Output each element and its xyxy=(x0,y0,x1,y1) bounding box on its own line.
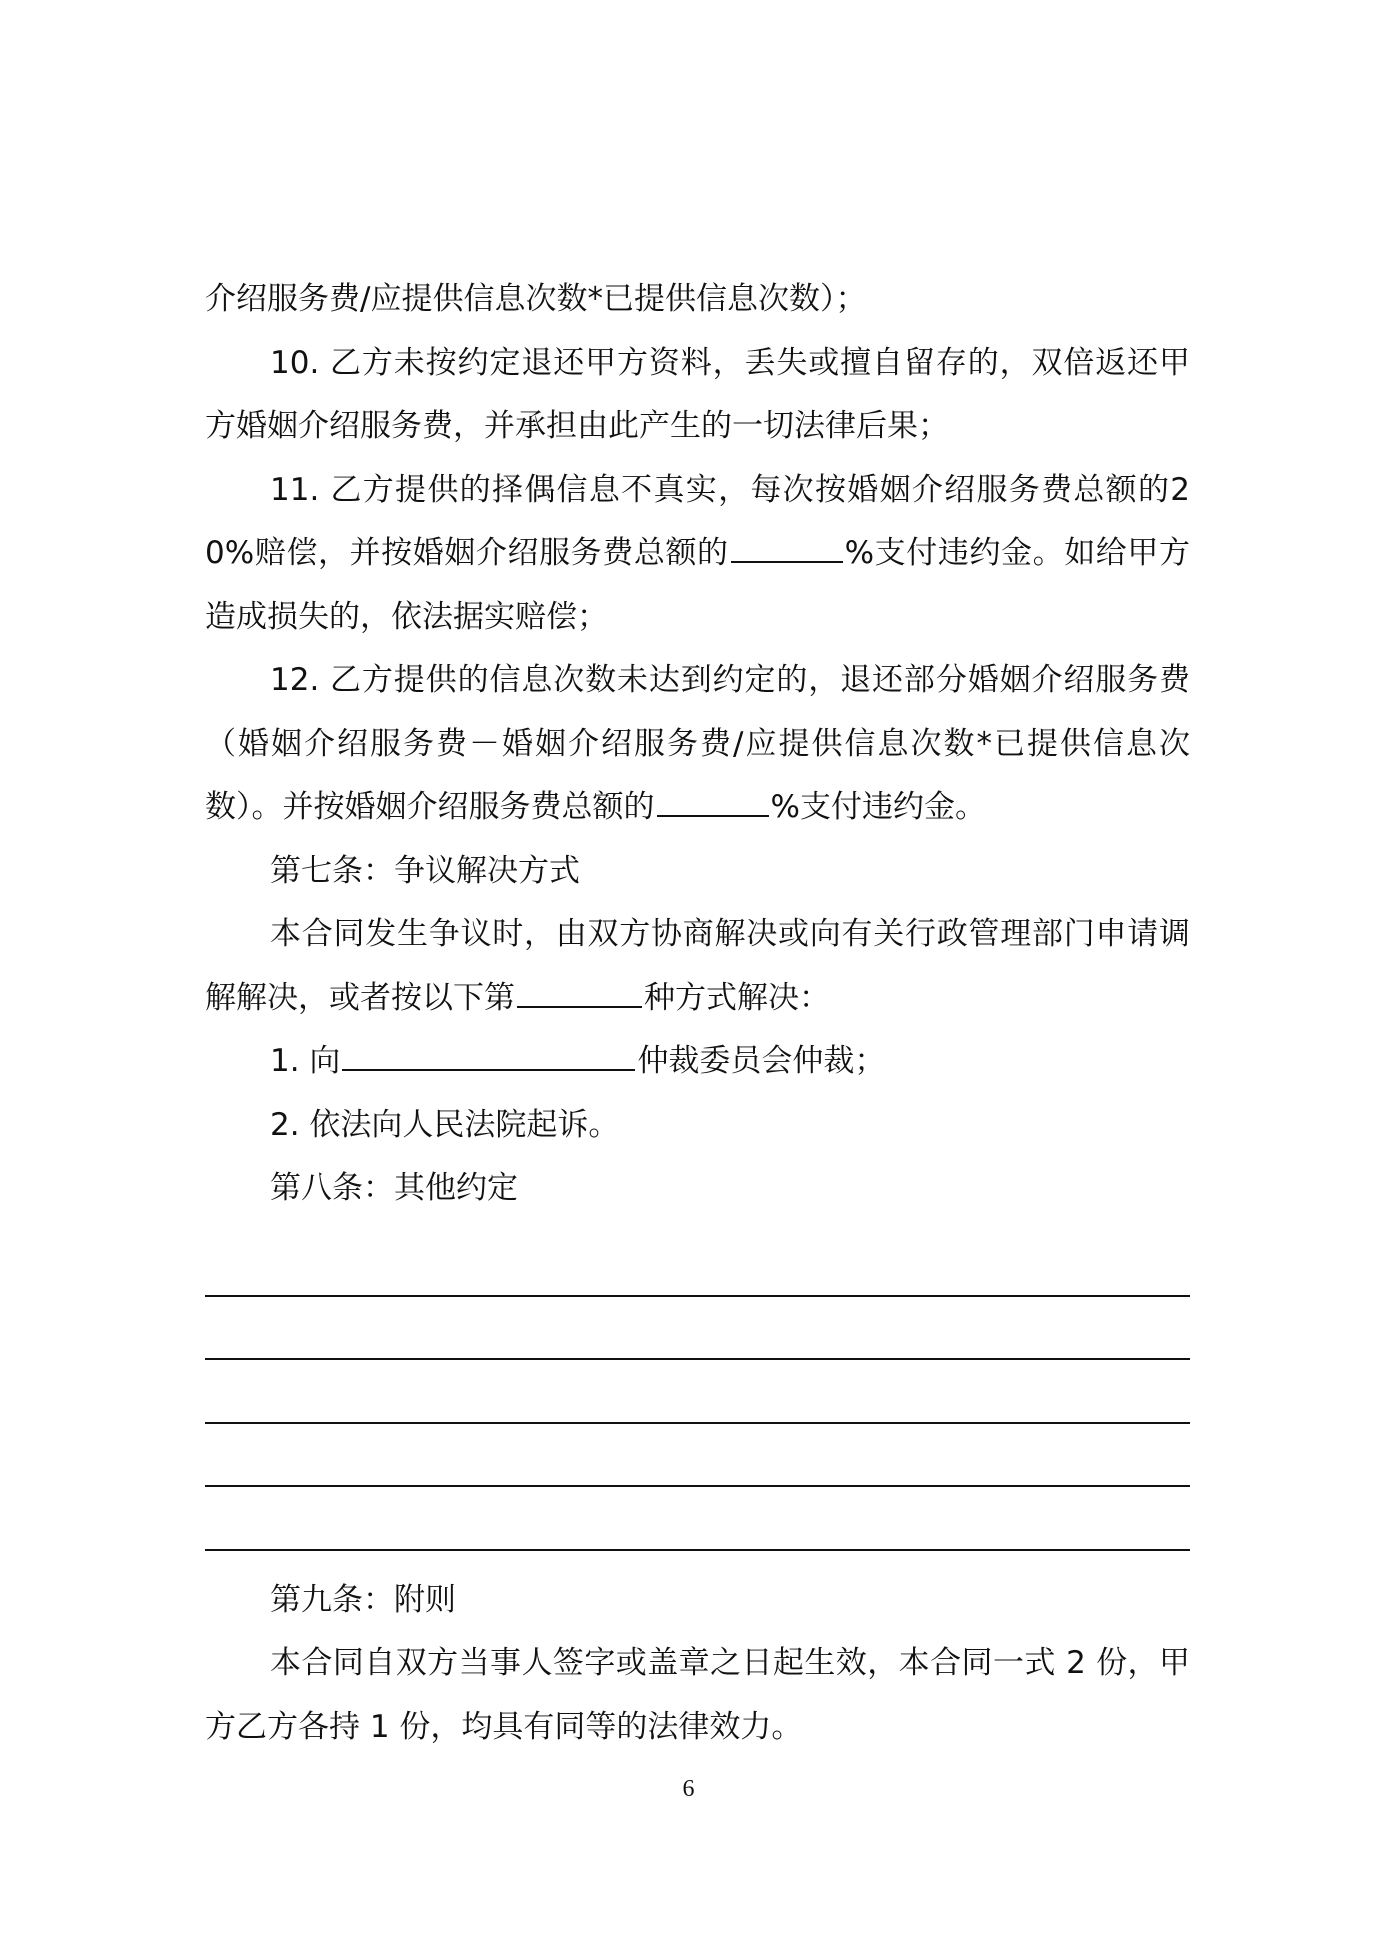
clause-11-text-b: %支付违约金。如给甲方造成损失的，依法据实赔偿； xyxy=(205,535,1190,635)
article-7-text-b: 种方式解决： xyxy=(644,979,830,1016)
article-9-body: 本合同自双方当事人签字或盖章之日起生效，本合同一式 2 份，甲方乙方各持 1 份，均具有同等的法律效力。 xyxy=(205,1645,1190,1745)
penalty-rate-blank-2[interactable] xyxy=(657,782,769,817)
clause-11-text-a: 11. 乙方提供的择偶信息不真实，每次按婚姻介绍服务费总额的20%赔偿，并按婚姻介绍服务费总额的 xyxy=(205,471,1190,571)
article-8-title: 第八条：其他约定 xyxy=(270,1170,518,1206)
article-7-text-a: 本合同发生争议时，由双方协商解决或向有关行政管理部门申请调解解决，或者按以下第 xyxy=(205,916,1190,1016)
clause-12 xyxy=(205,649,1190,840)
document-body xyxy=(205,268,1190,1759)
option-2: 2. 依法向人民法院起诉。 xyxy=(270,1106,620,1143)
fill-line[interactable] xyxy=(205,1247,1190,1297)
fill-line[interactable] xyxy=(205,1360,1190,1424)
clause-11 xyxy=(205,459,1190,650)
page-number: 6 xyxy=(682,1776,695,1802)
option-1 xyxy=(205,1030,1190,1094)
option-1-text-a: 1. 向 xyxy=(270,1043,341,1079)
article-7-title: 第七条：争议解决方式 xyxy=(270,852,580,889)
other-agreements-lines xyxy=(205,1247,1190,1551)
clause-12-text-b: %支付违约金。 xyxy=(770,789,986,825)
article-7-body xyxy=(205,903,1190,1030)
option-1-text-b: 仲裁委员会仲裁； xyxy=(637,1043,886,1079)
fill-line[interactable] xyxy=(205,1297,1190,1361)
paragraph-continuation: 介绍服务费/应提供信息次数*已提供信息次数）； xyxy=(205,281,867,317)
resolution-method-blank[interactable] xyxy=(517,973,642,1008)
fill-line[interactable] xyxy=(205,1487,1190,1551)
fill-line[interactable] xyxy=(205,1424,1190,1488)
clause-12-text-a: 12. 乙方提供的信息次数未达到约定的，退还部分婚姻介绍服务费（婚姻介绍服务费－婚姻介绍服务费/应提供信息次数*已提供信息次数）。并按婚姻介绍服务费总额的 xyxy=(205,662,1190,825)
clause-10: 10. 乙方未按约定退还甲方资料，丢失或擅自留存的，双倍返还甲方婚姻介绍服务费，并承担由此产生的一切法律后果； xyxy=(205,344,1190,444)
penalty-rate-blank-1[interactable] xyxy=(731,528,843,563)
article-9-title: 第九条：附则 xyxy=(270,1581,456,1618)
arbitration-commission-blank[interactable] xyxy=(342,1036,635,1071)
